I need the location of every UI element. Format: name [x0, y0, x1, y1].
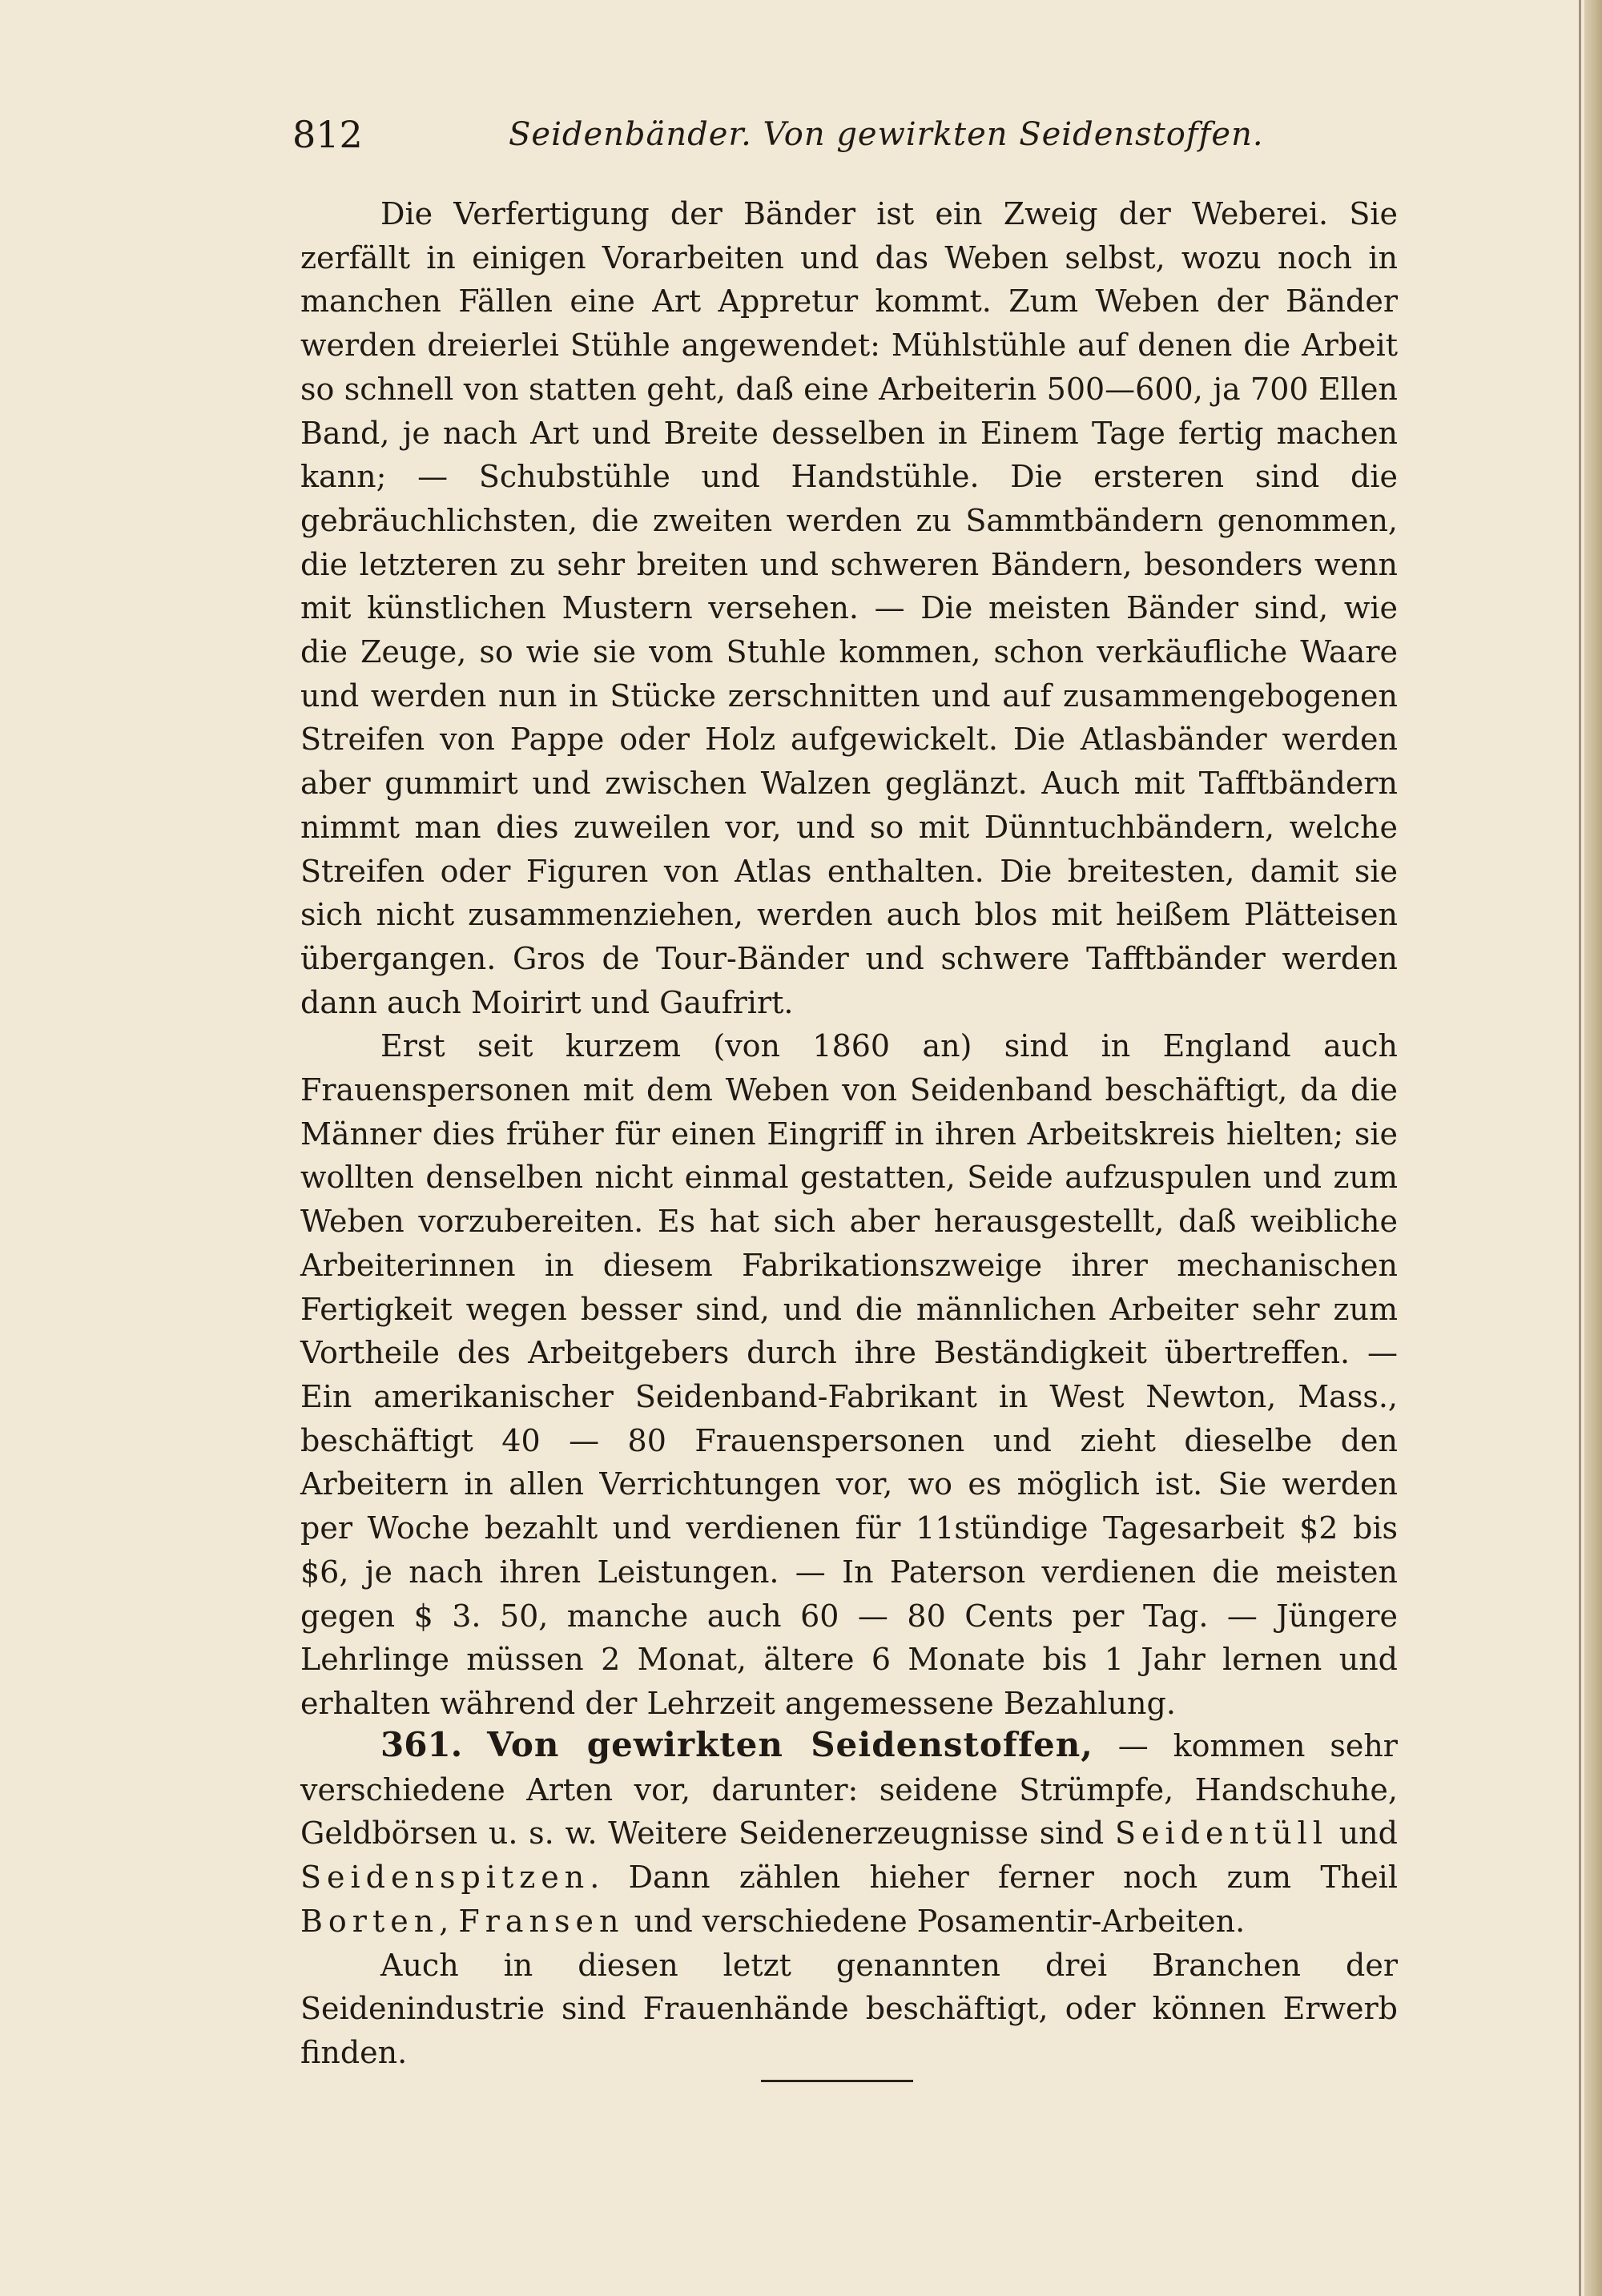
paragraph-ribbon-manufacture: Die Verfertigung der Bänder ist ein Zweig der Weberei. Sie zerfällt in einigen Vorarbeiten und das Weben selbst, wozu noch in manchen Fällen eine Art Appretur kommt. Zum Weben der Bänder werden dreierlei Stühle angewendet: Mühlstühle auf denen die Arbeit so schnell von statten geht, daß eine Arbeiterin 500—600, ja 700 Ellen Band, je nach Art und Breite desselben in Einem Tage fertig machen kann; — Schubstühle und Handstühle. Die ersteren sind die gebräuchlichsten, die zweiten werden zu Sammtbändern genommen, die letzteren zu sehr breiten und schweren Bändern, besonders wenn mit künstlichen Mustern versehen. — Die meisten Bänder sind, wie die Zeuge, so wie sie vom Stuhle kommen, schon verkäufliche Waare und werden nun in Stücke zerschnitten und auf zusammengebogenen Streifen von Pappe oder Holz aufgewickelt. Die Atlasbänder werden aber gummirt und zwischen Walzen geglänzt. Auch mit Tafftbändern nimmt man dies zuweilen vor, und so mit Dünntuchbändern, welche Streifen oder Figuren von Atlas enthalten. Die breitesten, damit sie sich nicht zusammenziehen, werden auch blos mit heißem Plätteisen übergangen. Gros de Tour-Bänder und schwere Tafftbänder werden dann auch Moirirt und Gaufrirt. [300, 196, 1398, 1020]
section-text-part: und [1327, 1815, 1398, 1852]
section-text-part: , [439, 1903, 459, 1939]
page-header [292, 111, 1398, 159]
section-heading: Von gewirkten Seidenstoffen, [487, 1725, 1093, 1764]
page-edge [1584, 0, 1602, 2296]
running-title: Seidenbänder. Von gewirkten Seidenstoffen. [509, 116, 1264, 153]
spaced-term: Seidenspitzen [300, 1860, 590, 1896]
section-paragraph-2: Auch in diesen letzt genannten drei Branchen der Seidenindustrie sind Frauenhände beschäftigt, oder können Erwerb finden. [300, 1947, 1398, 2070]
paragraph-women-workers: Erst seit kurzem (von 1860 an) sind in England auch Frauenspersonen mit dem Weben von Seidenband beschäftigt, da die Männer dies früher für einen Eingriff in ihren Arbeitskreis hielten; sie wollten denselben nicht einmal gestatten, Seide aufzuspulen und zum Weben vorzubereiten. Es hat sich aber herausgestellt, daß weibliche Arbeiterinnen in diesem Fabrikationszweige ihrer mechanischen Fertigkeit wegen besser sind, und die männlichen Arbeiter sehr zum Vortheile des Arbeitgebers durch ihre Beständigkeit übertreffen. — Ein amerikanischer Seidenband-Fabrikant in West Newton, Mass., beschäftigt 40 — 80 Frauenspersonen und zieht dieselbe den Arbeitern in allen Verrichtungen vor, wo es möglich ist. Sie werden per Woche bezahlt und verdienen für 11stündige Tagesarbeit $2 bis $6, je nach ihren Leistungen. — In Paterson verdienen die meisten gegen $ 3. 50, manche auch 60 — 80 Cents per Tag. — Jüngere Lehrlinge müssen 2 Monat, ältere 6 Monate bis 1 Jahr lernen und erhalten während der Lehrzeit angemessene Bezahlung. [300, 1028, 1398, 1721]
page-edge-line [1579, 0, 1581, 2296]
section-361 [300, 1723, 1398, 2075]
spaced-term: Seidentüll [1114, 1815, 1328, 1852]
section-text-part: — kommen sehr verschiedene Arten vor, darunter: seidene Strümpfe, Handschuhe, Geldbörsen u. s. w. Weitere Seidenerzeugnisse sind [300, 1728, 1398, 1852]
section-text-part: und verschiedene Posamentir-Arbeiten. [624, 1903, 1246, 1939]
page-number: 812 [292, 113, 363, 156]
spaced-term: Fransen [458, 1903, 625, 1939]
section-number: 361. [380, 1725, 463, 1764]
section-paragraph [300, 1723, 1398, 1944]
body-text [300, 192, 1398, 1726]
spaced-term: Borten [300, 1903, 440, 1939]
section-text-part: . Dann zählen hieher ferner noch zum Theil [590, 1860, 1398, 1896]
closing-rule [761, 2080, 913, 2082]
